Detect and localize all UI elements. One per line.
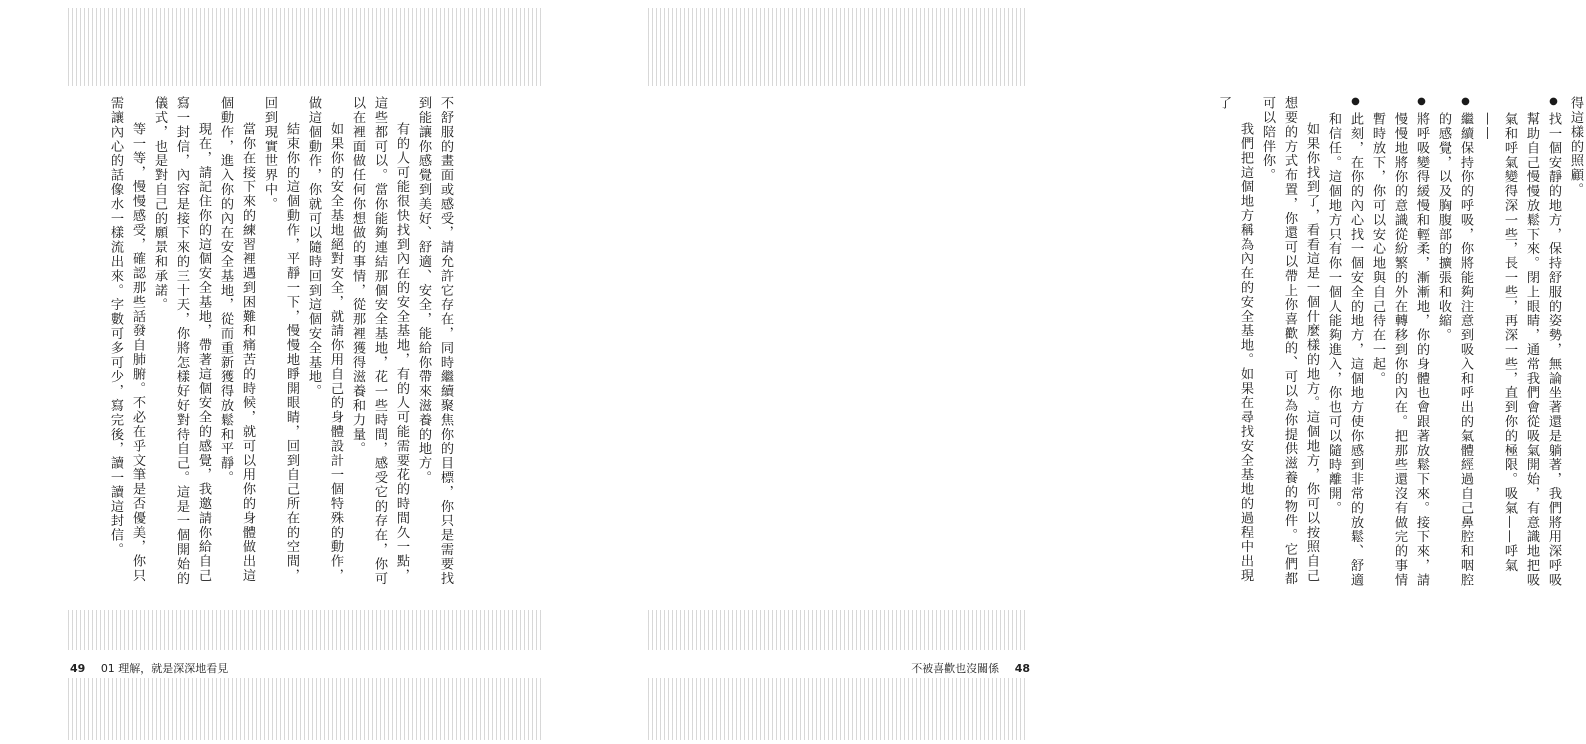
right-footer — [911, 660, 1030, 676]
right-body-text — [1190, 96, 1586, 594]
list-item-text: 此刻，在你的內心找一個安全的地方，這個地方使你感到非常的放鬆、舒適和信任。這個地方只有你一個人能夠進入，你也可以隨時離開。 — [1326, 111, 1363, 588]
list-item — [1476, 96, 1564, 594]
page-number: 48 — [1014, 662, 1030, 675]
list-item-text: 將呼吸變得緩慢和輕柔，漸漸地，你的身體也會跟著放鬆下來。接下來，請慢慢地將你的意識從紛繁的外在轉移到你的內在。把那些還沒有做完的事情暫時放下，你可以安心地與自己待在一起。 — [1370, 111, 1429, 588]
intro-line: 得這樣的照顧。 — [1568, 96, 1583, 197]
list-item — [1366, 96, 1432, 594]
list-item — [1432, 96, 1476, 594]
bullet-icon: ● — [1548, 96, 1559, 109]
bullet-icon: ● — [1460, 96, 1471, 109]
paragraph: 當你在接下來的練習裡遇到困難和痛苦的時候，就可以用你的身體做出這個動作，進入你的內在安全基地，從而重新獲得放鬆和平靜。 — [218, 96, 255, 584]
left-body-text — [84, 96, 456, 594]
running-head: 不被喜歡也沒關係 — [911, 662, 1000, 675]
list-item-text: 找一個安靜的地方，保持舒服的姿勢，無論坐著還是躺著，我們將用深呼吸幫助自己慢慢放鬆下來。閉上眼睛，通常我們會從吸氣開始，有意識地把吸氣和呼氣變得深一些，長一些，再深一些，直到你的極限。吸氣——呼氣—— — [1480, 111, 1561, 588]
paragraph: 我們把這個地方稱為內在的安全基地。如果在尋找安全基地的過程中出現了 — [1216, 96, 1253, 584]
paragraph: 等一等，慢慢感受，確認那些話發自肺腑。不必在乎文筆是否優美，你只需讓內心的話像水一樣流出來。字數可多可少，寫完後，讀一讀這封信。 — [108, 96, 145, 584]
bullet-icon: ● — [1416, 96, 1427, 109]
left-page — [0, 0, 550, 744]
left-footer — [70, 660, 228, 676]
paragraph: 現在，請記住你的這個安全基地，帶著這個安全的感覺，我邀請你給自己寫一封信，內容是接下來的三十天，你將怎樣好好對待自己。這是一個開始的儀式，也是對自己的願景和承諾。 — [152, 96, 211, 586]
page-number: 49 — [70, 662, 86, 675]
bottom-decorative-band — [68, 610, 544, 650]
bullet-icon: ● — [1350, 96, 1361, 109]
paragraph: 結束你的這個動作，平靜一下，慢慢地睜開眼睛，回到自己所在的空間，回到現實世界中。 — [262, 96, 299, 584]
bullet-list — [1322, 96, 1564, 594]
paragraph: 如果你找到了，看看這是一個什麼樣的地方。這個地方，你可以按照自己想要的方式布置，你還可以帶上你喜歡的、可以為你提供滋養的物件。它們都可以陪伴你。 — [1260, 96, 1319, 586]
bottom-decorative-band — [648, 610, 1028, 650]
top-decorative-band — [68, 8, 544, 86]
paragraph: 有的人可能很快找到內在的安全基地，有的人可能需要花的時間久一點，這些都可以。當你能夠連結那個安全基地，花一些時間，感受它的存在，你可以在裡面做任何你想做的事情，從那裡獲得滋養和力量。 — [350, 96, 409, 586]
paragraph: 不舒服的畫面或感受，請允許它存在，同時繼續聚焦你的目標，你只是需要找到能讓你感覺到美好、舒適、安全，能給你帶來滋養的地方。 — [416, 96, 453, 586]
right-page — [550, 0, 1583, 744]
list-item — [1322, 96, 1366, 594]
top-decorative-band — [648, 8, 1028, 86]
paragraph: 如果你的安全基地絕對安全，就請你用自己的身體設計一個特殊的動作，做這個動作，你就可以隨時回到這個安全基地。 — [306, 96, 343, 584]
running-head: 01 理解，就是深深地看見 — [100, 662, 229, 675]
list-item-text: 繼續保持你的呼吸，你將能夠注意到吸入和呼出的氣體經過自己鼻腔和咽腔的感覺，以及胸腹部的擴張和收縮。 — [1436, 111, 1473, 588]
foot-decorative-band — [648, 678, 1028, 740]
foot-decorative-band — [68, 678, 544, 740]
